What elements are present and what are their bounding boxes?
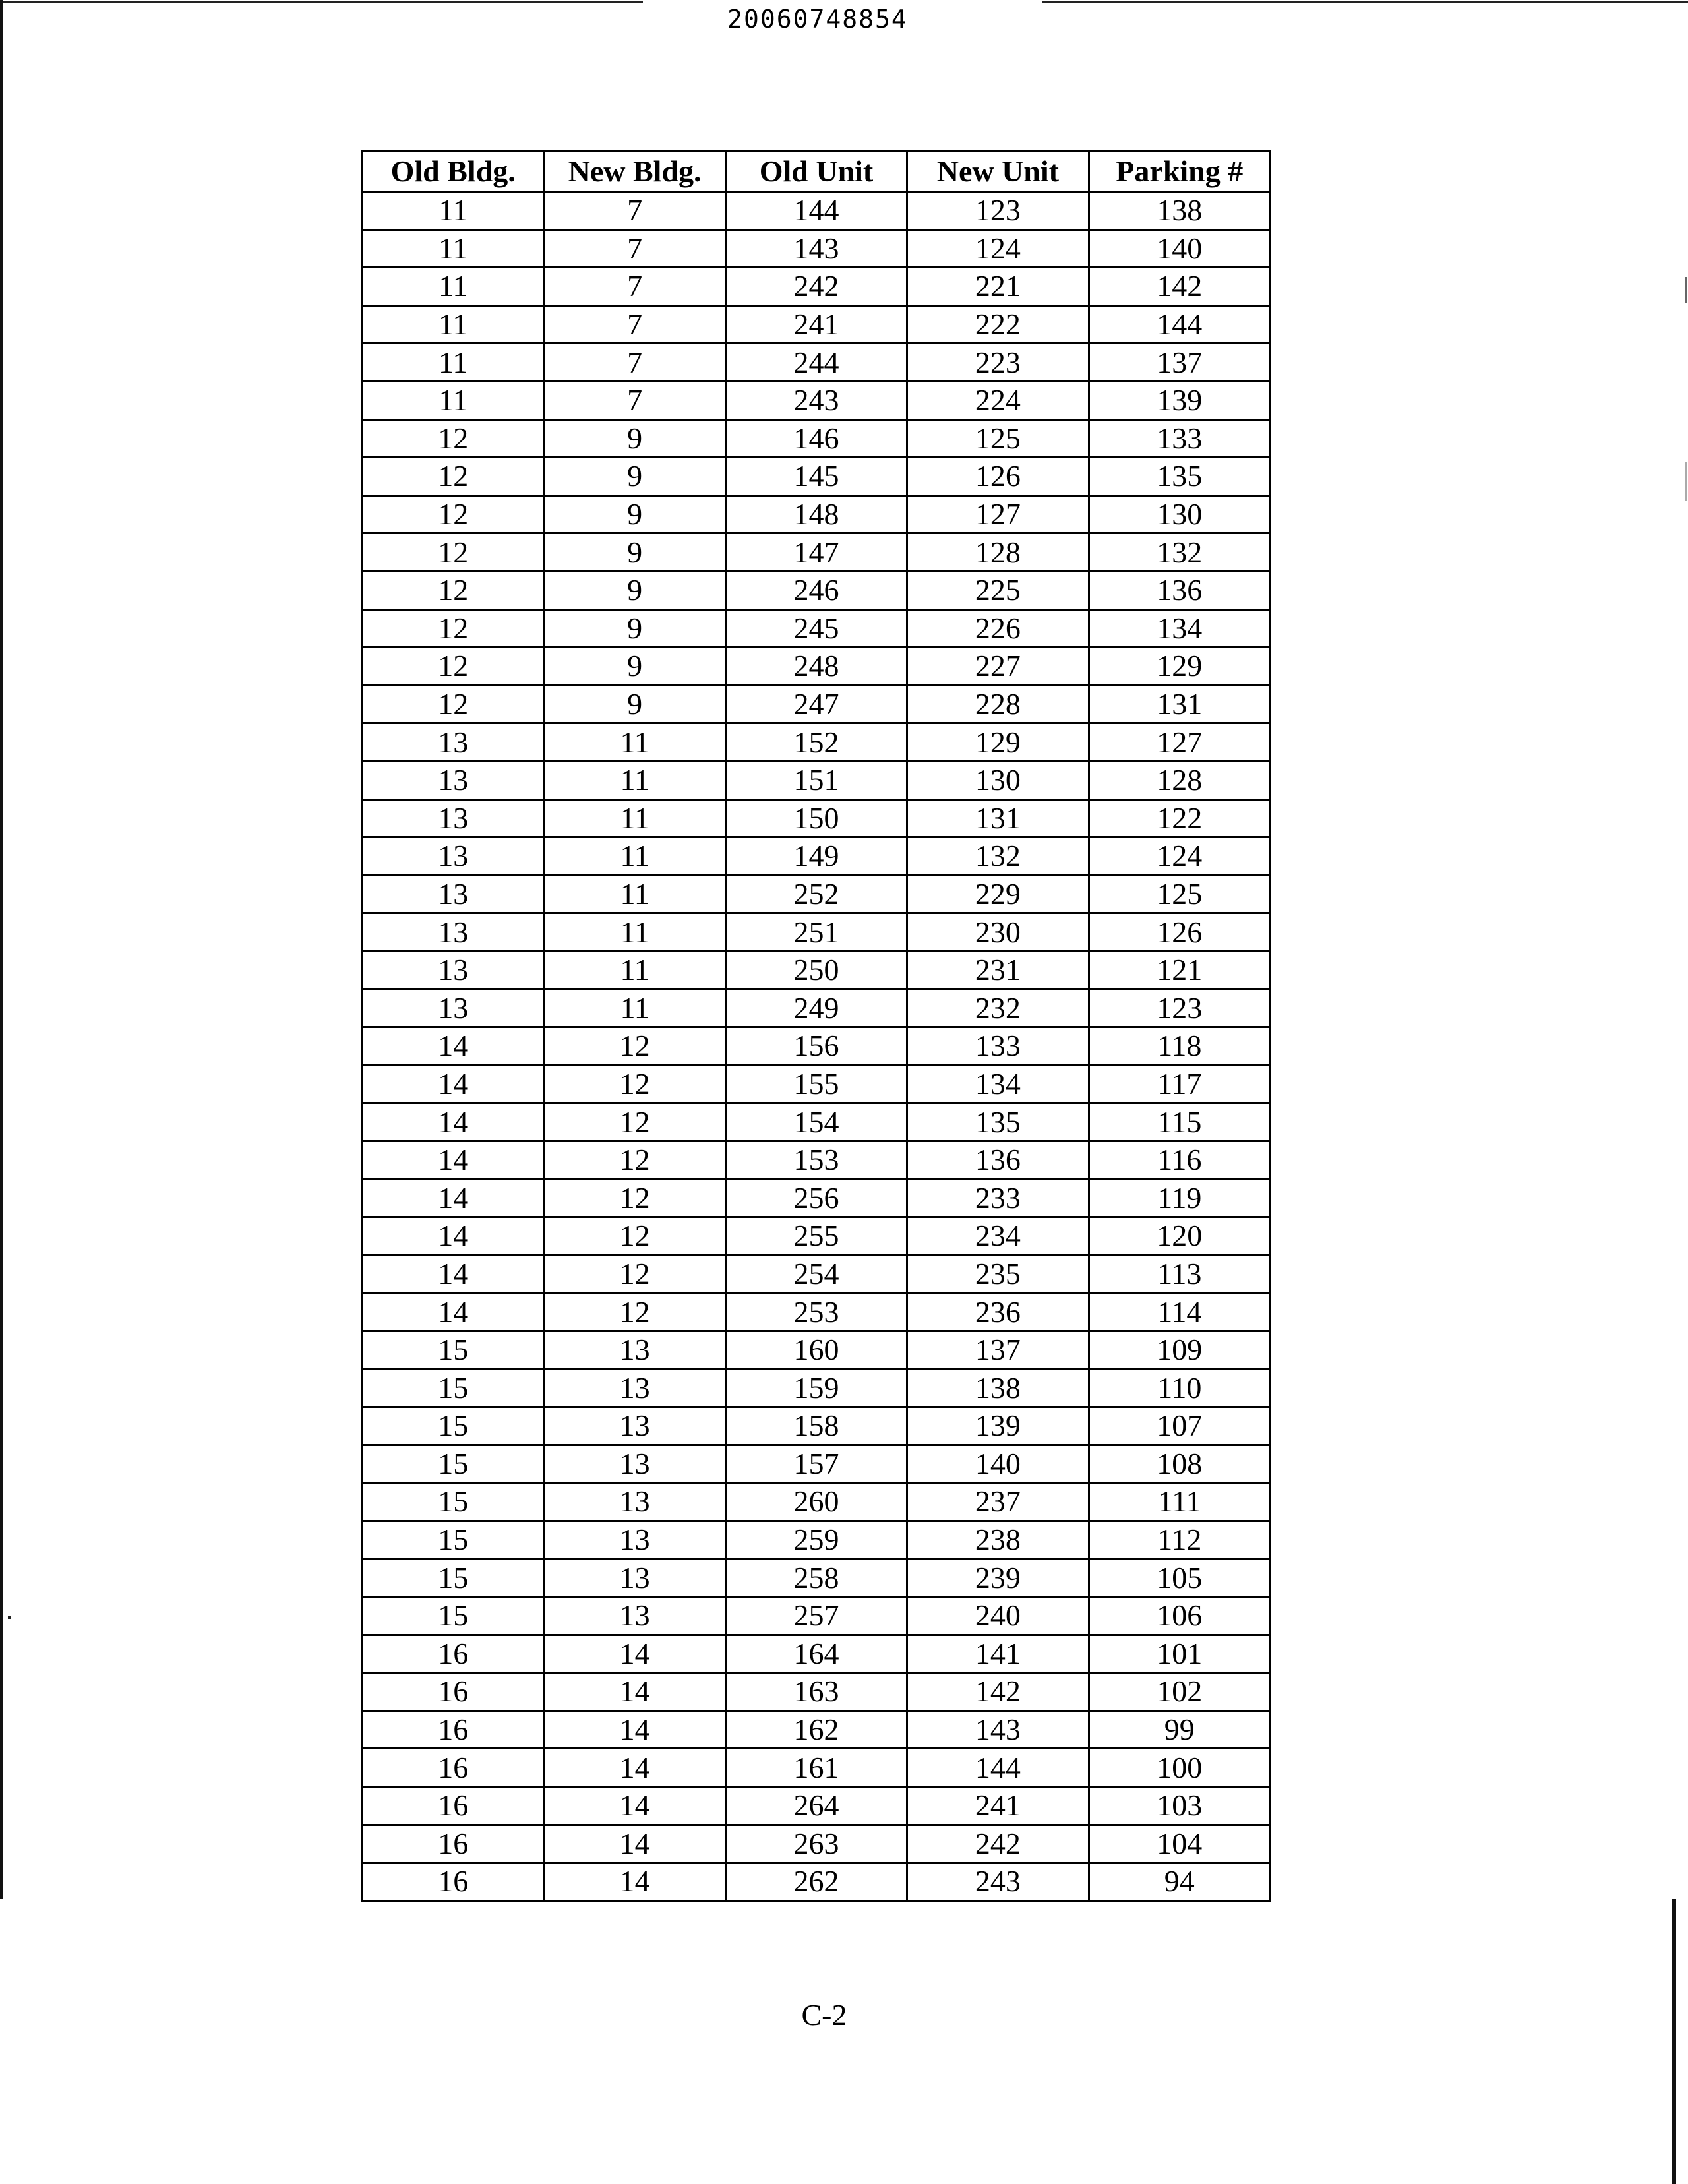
old-bldg-cell: 15	[363, 1483, 544, 1521]
table-row	[363, 685, 1271, 723]
parking-cell: 115	[1089, 1103, 1270, 1141]
parking-cell: 128	[1089, 761, 1270, 799]
new-bldg-cell: 14	[544, 1863, 725, 1901]
old-bldg-cell: 13	[363, 799, 544, 837]
parking-cell: 117	[1089, 1065, 1270, 1103]
parking-cell: 122	[1089, 799, 1270, 837]
table-row	[363, 1027, 1271, 1066]
table-row	[363, 799, 1271, 837]
parking-cell: 129	[1089, 648, 1270, 686]
table-row	[363, 1255, 1271, 1293]
old-bldg-cell: 15	[363, 1521, 544, 1559]
old-bldg-cell: 12	[363, 609, 544, 648]
scan-mark	[1685, 462, 1687, 501]
old-bldg-cell: 12	[363, 533, 544, 572]
old-unit-cell: 256	[725, 1179, 907, 1217]
table-row	[363, 229, 1271, 268]
table-row	[363, 1786, 1271, 1825]
table-row	[363, 875, 1271, 913]
header-old-bldg: Old Bldg.	[363, 152, 544, 192]
table-row	[363, 1863, 1271, 1901]
old-bldg-cell: 16	[363, 1673, 544, 1711]
new-unit-cell: 239	[907, 1559, 1089, 1597]
old-unit-cell: 159	[725, 1369, 907, 1407]
new-bldg-cell: 13	[544, 1559, 725, 1597]
header-parking: Parking #	[1089, 152, 1270, 192]
old-bldg-cell: 11	[363, 381, 544, 419]
table-row	[363, 1103, 1271, 1141]
table-row	[363, 571, 1271, 609]
new-bldg-cell: 7	[544, 344, 725, 382]
old-unit-cell: 241	[725, 305, 907, 344]
old-bldg-cell: 14	[363, 1065, 544, 1103]
old-unit-cell: 144	[725, 192, 907, 230]
new-bldg-cell: 14	[544, 1635, 725, 1673]
parking-cell: 121	[1089, 951, 1270, 989]
old-unit-cell: 148	[725, 495, 907, 533]
parking-cell: 104	[1089, 1825, 1270, 1863]
parking-cell: 140	[1089, 229, 1270, 268]
old-unit-cell: 154	[725, 1103, 907, 1141]
new-unit-cell: 125	[907, 419, 1089, 458]
table-row	[363, 1559, 1271, 1597]
new-bldg-cell: 12	[544, 1103, 725, 1141]
table-row	[363, 951, 1271, 989]
old-bldg-cell: 16	[363, 1863, 544, 1901]
new-unit-cell: 142	[907, 1673, 1089, 1711]
header-new-unit: New Unit	[907, 152, 1089, 192]
table-row	[363, 1141, 1271, 1179]
table-row	[363, 1483, 1271, 1521]
old-unit-cell: 242	[725, 268, 907, 306]
new-unit-cell: 233	[907, 1179, 1089, 1217]
parking-cell: 114	[1089, 1293, 1270, 1331]
new-unit-cell: 132	[907, 837, 1089, 876]
new-unit-cell: 140	[907, 1445, 1089, 1483]
page-label: C-2	[801, 1998, 847, 2032]
old-bldg-cell: 13	[363, 951, 544, 989]
old-unit-cell: 153	[725, 1141, 907, 1179]
new-bldg-cell: 13	[544, 1521, 725, 1559]
parking-cell: 132	[1089, 533, 1270, 572]
table-row	[363, 1217, 1271, 1256]
old-unit-cell: 149	[725, 837, 907, 876]
new-bldg-cell: 14	[544, 1711, 725, 1749]
table-row	[363, 192, 1271, 230]
new-bldg-cell: 12	[544, 1027, 725, 1066]
new-unit-cell: 225	[907, 571, 1089, 609]
parking-cell: 130	[1089, 495, 1270, 533]
table-row	[363, 419, 1271, 458]
old-bldg-cell: 12	[363, 685, 544, 723]
new-unit-cell: 141	[907, 1635, 1089, 1673]
old-unit-cell: 245	[725, 609, 907, 648]
old-bldg-cell: 14	[363, 1217, 544, 1256]
table-row	[363, 495, 1271, 533]
old-bldg-cell: 11	[363, 268, 544, 306]
new-unit-cell: 221	[907, 268, 1089, 306]
new-unit-cell: 232	[907, 989, 1089, 1027]
new-unit-cell: 241	[907, 1786, 1089, 1825]
old-unit-cell: 252	[725, 875, 907, 913]
new-bldg-cell: 13	[544, 1445, 725, 1483]
new-bldg-cell: 14	[544, 1825, 725, 1863]
old-unit-cell: 163	[725, 1673, 907, 1711]
table-row	[363, 837, 1271, 876]
assignment-table-container	[361, 150, 1271, 1902]
table-row	[363, 1445, 1271, 1483]
old-bldg-cell: 13	[363, 837, 544, 876]
parking-cell: 119	[1089, 1179, 1270, 1217]
old-unit-cell: 162	[725, 1711, 907, 1749]
parking-cell: 135	[1089, 458, 1270, 496]
table-row	[363, 381, 1271, 419]
new-bldg-cell: 14	[544, 1673, 725, 1711]
new-bldg-cell: 11	[544, 875, 725, 913]
old-bldg-cell: 15	[363, 1445, 544, 1483]
table-row	[363, 458, 1271, 496]
new-unit-cell: 227	[907, 648, 1089, 686]
old-bldg-cell: 14	[363, 1027, 544, 1066]
new-bldg-cell: 9	[544, 609, 725, 648]
new-unit-cell: 133	[907, 1027, 1089, 1066]
new-bldg-cell: 9	[544, 419, 725, 458]
new-unit-cell: 226	[907, 609, 1089, 648]
new-bldg-cell: 7	[544, 229, 725, 268]
old-unit-cell: 253	[725, 1293, 907, 1331]
parking-cell: 102	[1089, 1673, 1270, 1711]
table-row	[363, 1407, 1271, 1445]
old-unit-cell: 246	[725, 571, 907, 609]
parking-cell: 107	[1089, 1407, 1270, 1445]
scan-mark	[1685, 277, 1687, 303]
old-unit-cell: 143	[725, 229, 907, 268]
table-row	[363, 533, 1271, 572]
old-unit-cell: 145	[725, 458, 907, 496]
new-bldg-cell: 9	[544, 533, 725, 572]
parking-cell: 103	[1089, 1786, 1270, 1825]
new-bldg-cell: 12	[544, 1293, 725, 1331]
old-unit-cell: 248	[725, 648, 907, 686]
table-row	[363, 1635, 1271, 1673]
old-unit-cell: 260	[725, 1483, 907, 1521]
old-unit-cell: 243	[725, 381, 907, 419]
parking-cell: 106	[1089, 1596, 1270, 1635]
old-bldg-cell: 14	[363, 1179, 544, 1217]
new-bldg-cell: 9	[544, 571, 725, 609]
parking-cell: 144	[1089, 305, 1270, 344]
old-unit-cell: 155	[725, 1065, 907, 1103]
old-bldg-cell: 11	[363, 344, 544, 382]
new-unit-cell: 127	[907, 495, 1089, 533]
parking-cell: 112	[1089, 1521, 1270, 1559]
old-bldg-cell: 11	[363, 305, 544, 344]
new-unit-cell: 242	[907, 1825, 1089, 1863]
old-bldg-cell: 14	[363, 1293, 544, 1331]
new-unit-cell: 236	[907, 1293, 1089, 1331]
old-unit-cell: 152	[725, 723, 907, 762]
parking-cell: 123	[1089, 989, 1270, 1027]
table-row	[363, 1711, 1271, 1749]
new-bldg-cell: 9	[544, 458, 725, 496]
scan-edge-right	[1672, 1899, 1676, 2184]
new-bldg-cell: 9	[544, 685, 725, 723]
parking-cell: 99	[1089, 1711, 1270, 1749]
new-bldg-cell: 9	[544, 495, 725, 533]
new-bldg-cell: 7	[544, 381, 725, 419]
new-unit-cell: 230	[907, 913, 1089, 952]
parking-cell: 100	[1089, 1749, 1270, 1787]
new-bldg-cell: 14	[544, 1749, 725, 1787]
table-row	[363, 305, 1271, 344]
old-bldg-cell: 12	[363, 458, 544, 496]
new-bldg-cell: 11	[544, 913, 725, 952]
parking-cell: 101	[1089, 1635, 1270, 1673]
old-bldg-cell: 15	[363, 1369, 544, 1407]
assignment-table	[361, 150, 1271, 1902]
table-row	[363, 1293, 1271, 1331]
new-unit-cell: 231	[907, 951, 1089, 989]
parking-cell: 120	[1089, 1217, 1270, 1256]
old-bldg-cell: 16	[363, 1825, 544, 1863]
parking-cell: 124	[1089, 837, 1270, 876]
parking-cell: 116	[1089, 1141, 1270, 1179]
new-unit-cell: 136	[907, 1141, 1089, 1179]
old-bldg-cell: 13	[363, 761, 544, 799]
old-unit-cell: 244	[725, 344, 907, 382]
parking-cell: 127	[1089, 723, 1270, 762]
new-bldg-cell: 13	[544, 1596, 725, 1635]
new-unit-cell: 123	[907, 192, 1089, 230]
old-unit-cell: 257	[725, 1596, 907, 1635]
old-bldg-cell: 16	[363, 1635, 544, 1673]
new-bldg-cell: 7	[544, 305, 725, 344]
old-unit-cell: 156	[725, 1027, 907, 1066]
old-bldg-cell: 14	[363, 1141, 544, 1179]
new-unit-cell: 124	[907, 229, 1089, 268]
new-unit-cell: 129	[907, 723, 1089, 762]
old-bldg-cell: 16	[363, 1786, 544, 1825]
parking-cell: 139	[1089, 381, 1270, 419]
table-row	[363, 989, 1271, 1027]
new-bldg-cell: 12	[544, 1217, 725, 1256]
new-bldg-cell: 11	[544, 799, 725, 837]
new-bldg-cell: 13	[544, 1407, 725, 1445]
new-unit-cell: 224	[907, 381, 1089, 419]
parking-cell: 113	[1089, 1255, 1270, 1293]
table-row	[363, 1331, 1271, 1369]
old-unit-cell: 258	[725, 1559, 907, 1597]
new-unit-cell: 144	[907, 1749, 1089, 1787]
old-unit-cell: 249	[725, 989, 907, 1027]
new-bldg-cell: 13	[544, 1369, 725, 1407]
header-new-bldg: New Bldg.	[544, 152, 725, 192]
new-unit-cell: 130	[907, 761, 1089, 799]
old-unit-cell: 262	[725, 1863, 907, 1901]
new-unit-cell: 228	[907, 685, 1089, 723]
new-unit-cell: 126	[907, 458, 1089, 496]
table-row	[363, 1749, 1271, 1787]
document-number: 20060748854	[727, 5, 908, 34]
new-bldg-cell: 11	[544, 951, 725, 989]
new-unit-cell: 139	[907, 1407, 1089, 1445]
new-unit-cell: 131	[907, 799, 1089, 837]
parking-cell: 142	[1089, 268, 1270, 306]
old-bldg-cell: 13	[363, 989, 544, 1027]
scan-dot	[8, 1616, 11, 1619]
table-body	[363, 192, 1271, 1901]
table-row	[363, 609, 1271, 648]
old-unit-cell: 150	[725, 799, 907, 837]
table-row	[363, 1521, 1271, 1559]
header-old-unit: Old Unit	[725, 152, 907, 192]
parking-cell: 126	[1089, 913, 1270, 952]
old-unit-cell: 250	[725, 951, 907, 989]
new-bldg-cell: 12	[544, 1255, 725, 1293]
parking-cell: 133	[1089, 419, 1270, 458]
table-row	[363, 913, 1271, 952]
old-bldg-cell: 11	[363, 192, 544, 230]
parking-cell: 111	[1089, 1483, 1270, 1521]
parking-cell: 138	[1089, 192, 1270, 230]
old-unit-cell: 146	[725, 419, 907, 458]
new-bldg-cell: 14	[544, 1786, 725, 1825]
parking-cell: 131	[1089, 685, 1270, 723]
old-bldg-cell: 12	[363, 571, 544, 609]
new-unit-cell: 240	[907, 1596, 1089, 1635]
old-unit-cell: 157	[725, 1445, 907, 1483]
old-bldg-cell: 12	[363, 495, 544, 533]
old-unit-cell: 259	[725, 1521, 907, 1559]
new-bldg-cell: 12	[544, 1065, 725, 1103]
new-unit-cell: 138	[907, 1369, 1089, 1407]
table-row	[363, 1369, 1271, 1407]
new-unit-cell: 128	[907, 533, 1089, 572]
new-bldg-cell: 11	[544, 989, 725, 1027]
old-bldg-cell: 12	[363, 419, 544, 458]
old-bldg-cell: 16	[363, 1749, 544, 1787]
old-bldg-cell: 15	[363, 1407, 544, 1445]
new-unit-cell: 234	[907, 1217, 1089, 1256]
new-bldg-cell: 7	[544, 192, 725, 230]
parking-cell: 109	[1089, 1331, 1270, 1369]
table-row	[363, 1825, 1271, 1863]
parking-cell: 134	[1089, 609, 1270, 648]
parking-cell: 137	[1089, 344, 1270, 382]
old-bldg-cell: 13	[363, 913, 544, 952]
old-bldg-cell: 15	[363, 1331, 544, 1369]
new-unit-cell: 235	[907, 1255, 1089, 1293]
old-unit-cell: 255	[725, 1217, 907, 1256]
old-unit-cell: 147	[725, 533, 907, 572]
old-unit-cell: 251	[725, 913, 907, 952]
new-unit-cell: 137	[907, 1331, 1089, 1369]
table-header-row	[363, 152, 1271, 192]
table-row	[363, 1065, 1271, 1103]
old-bldg-cell: 14	[363, 1103, 544, 1141]
new-unit-cell: 222	[907, 305, 1089, 344]
old-bldg-cell: 13	[363, 723, 544, 762]
old-bldg-cell: 14	[363, 1255, 544, 1293]
old-unit-cell: 158	[725, 1407, 907, 1445]
table-row	[363, 268, 1271, 306]
new-bldg-cell: 7	[544, 268, 725, 306]
parking-cell: 118	[1089, 1027, 1270, 1066]
new-unit-cell: 135	[907, 1103, 1089, 1141]
old-unit-cell: 263	[725, 1825, 907, 1863]
scan-edge-left	[0, 0, 3, 1899]
new-bldg-cell: 11	[544, 761, 725, 799]
table-row	[363, 648, 1271, 686]
new-unit-cell: 243	[907, 1863, 1089, 1901]
new-unit-cell: 229	[907, 875, 1089, 913]
old-bldg-cell: 13	[363, 875, 544, 913]
new-unit-cell: 237	[907, 1483, 1089, 1521]
new-unit-cell: 143	[907, 1711, 1089, 1749]
parking-cell: 94	[1089, 1863, 1270, 1901]
new-bldg-cell: 12	[544, 1141, 725, 1179]
new-bldg-cell: 11	[544, 837, 725, 876]
table-row	[363, 1596, 1271, 1635]
table-row	[363, 761, 1271, 799]
old-unit-cell: 264	[725, 1786, 907, 1825]
old-unit-cell: 247	[725, 685, 907, 723]
parking-cell: 125	[1089, 875, 1270, 913]
old-unit-cell: 151	[725, 761, 907, 799]
parking-cell: 110	[1089, 1369, 1270, 1407]
new-bldg-cell: 13	[544, 1331, 725, 1369]
parking-cell: 105	[1089, 1559, 1270, 1597]
old-bldg-cell: 11	[363, 229, 544, 268]
table-row	[363, 1179, 1271, 1217]
old-unit-cell: 161	[725, 1749, 907, 1787]
old-unit-cell: 160	[725, 1331, 907, 1369]
new-unit-cell: 223	[907, 344, 1089, 382]
table-row	[363, 1673, 1271, 1711]
old-bldg-cell: 16	[363, 1711, 544, 1749]
old-bldg-cell: 15	[363, 1559, 544, 1597]
new-bldg-cell: 11	[544, 723, 725, 762]
new-unit-cell: 134	[907, 1065, 1089, 1103]
parking-cell: 108	[1089, 1445, 1270, 1483]
new-bldg-cell: 13	[544, 1483, 725, 1521]
table-row	[363, 344, 1271, 382]
new-bldg-cell: 12	[544, 1179, 725, 1217]
old-unit-cell: 164	[725, 1635, 907, 1673]
new-bldg-cell: 9	[544, 648, 725, 686]
old-unit-cell: 254	[725, 1255, 907, 1293]
old-bldg-cell: 12	[363, 648, 544, 686]
old-bldg-cell: 15	[363, 1596, 544, 1635]
table-row	[363, 723, 1271, 762]
new-unit-cell: 238	[907, 1521, 1089, 1559]
parking-cell: 136	[1089, 571, 1270, 609]
